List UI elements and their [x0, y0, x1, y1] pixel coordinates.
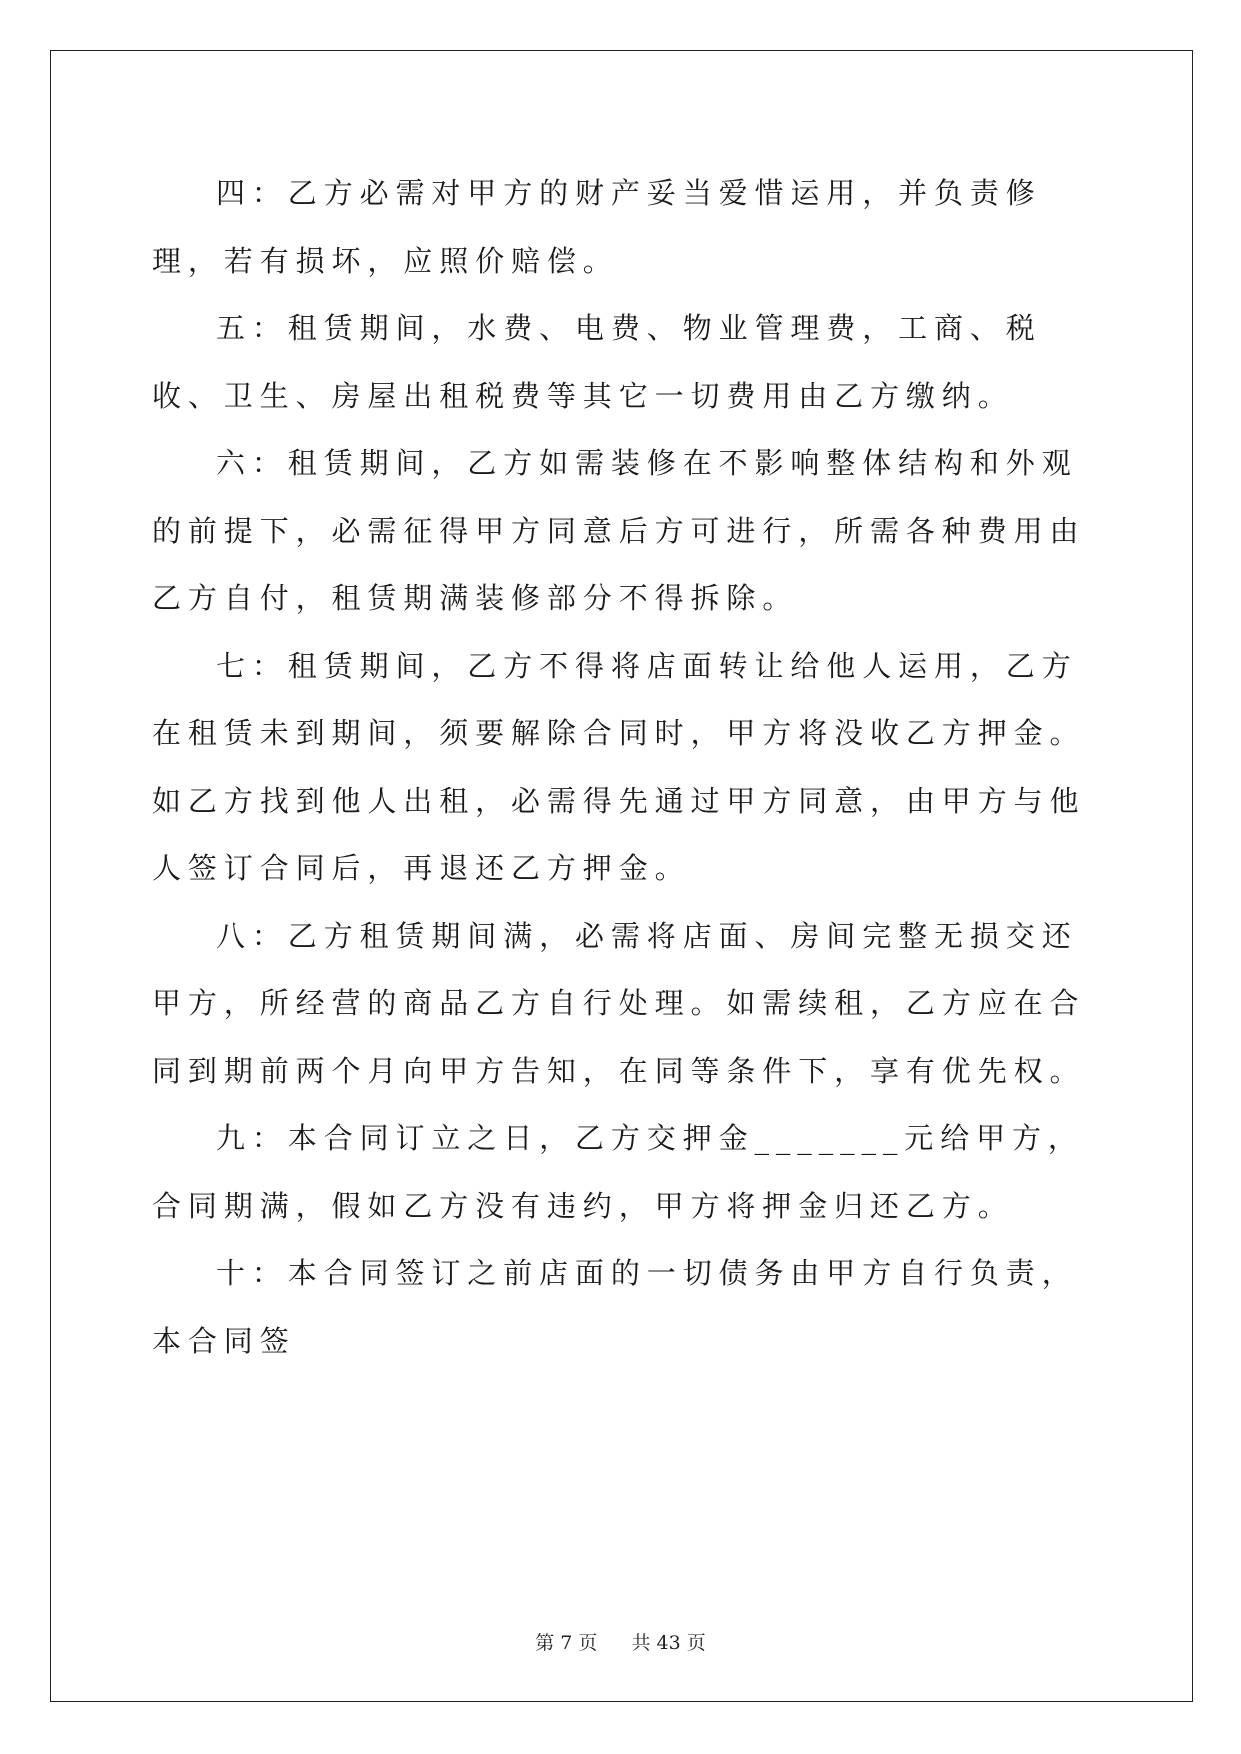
clause-6: 六：租赁期间，乙方如需装修在不影响整体结构和外观的前提下，必需征得甲方同意后方可进行，所需各种费用由乙方自付，租赁期满装修部分不得拆除。	[152, 446, 1086, 615]
clause-10: 十：本合同签订之前店面的一切债务由甲方自行负责，本合同签	[152, 1256, 1078, 1358]
page-number: 第 7 页	[535, 1632, 598, 1654]
page-footer	[0, 1628, 1241, 1655]
clause-4: 四：乙方必需对甲方的财产妥当爱惜运用，并负责修理，若有损坏，应照价赔偿。	[152, 176, 1042, 278]
clause-9: 九：本合同订立之日，乙方交押金_______元给甲方，合同期满，假如乙方没有违约，甲方将押金归还乙方。	[152, 1121, 1084, 1223]
clause-5: 五：租赁期间，水费、电费、物业管理费，工商、税收、卫生、房屋出租税费等其它一切费用由乙方缴纳。	[152, 311, 1042, 413]
total-pages: 共 43 页	[631, 1632, 706, 1654]
document-body	[152, 160, 1092, 1375]
clause-7: 七：租赁期间，乙方不得将店面转让给他人运用，乙方在租赁未到期间，须要解除合同时，甲方将没收乙方押金。如乙方找到他人出租，必需得先通过甲方同意，由甲方与他人签订合同后，再退还乙方押金。	[152, 648, 1086, 885]
clause-8: 八：乙方租赁期间满，必需将店面、房间完整无损交还甲方，所经营的商品乙方自行处理。如需续租，乙方应在合同到期前两个月向甲方告知，在同等条件下，享有优先权。	[152, 918, 1086, 1088]
